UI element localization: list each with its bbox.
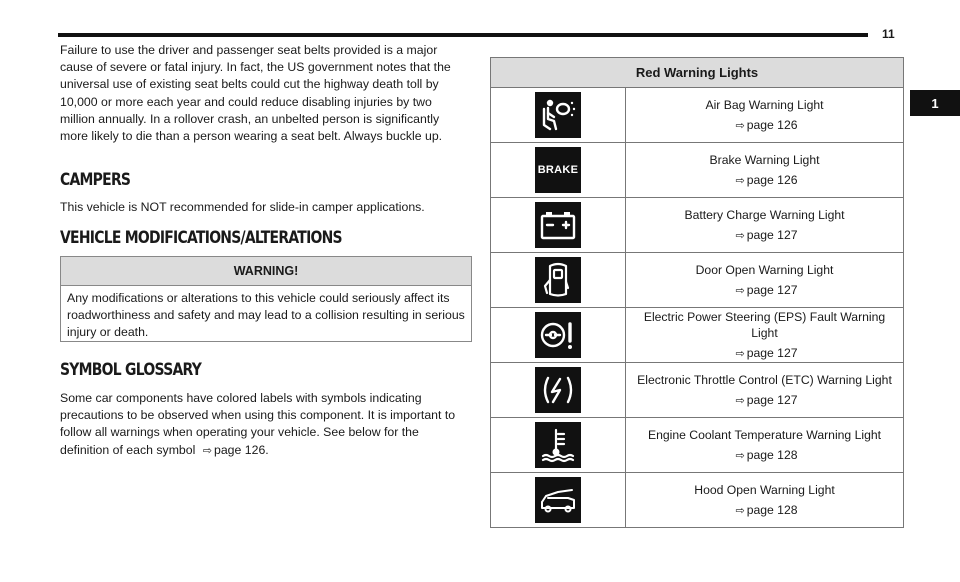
air-bag-icon [535, 92, 581, 138]
warning-light-label: Electronic Throttle Control (ETC) Warning Light [637, 372, 892, 387]
warning-light-label: Battery Charge Warning Light [684, 207, 845, 222]
arrow-right-icon: ⇨ [735, 347, 745, 360]
warning-title: WARNING! [61, 257, 471, 286]
warning-light-label: Hood Open Warning Light [694, 482, 835, 497]
warning-light-label: Electric Power Steering (EPS) Fault Warning Light [643, 309, 886, 340]
warning-light-label: Engine Coolant Temperature Warning Light [647, 427, 882, 442]
page-ref-link[interactable]: ⇨ page 128 [735, 502, 798, 517]
header-rule [58, 33, 868, 37]
glossary-paragraph [60, 390, 470, 460]
table-row [491, 88, 903, 143]
door-open-icon [535, 257, 581, 303]
table-row [491, 308, 903, 363]
table-row [491, 363, 903, 418]
warning-light-label: Brake Warning Light [709, 152, 820, 167]
seatbelt-paragraph: Failure to use the driver and passenger seat belts provided is a major cause of severe or fatal injury. In fact, the US government notes that the universal use of existing seat belts could cut the highway death toll by 10,000 or more each year and could reduce disabling injuries by two million annually. In a rollover crash, an unbelted person is significantly more likely to die than a person wearing a seat belt. Always buckle up. [60, 43, 451, 144]
table-row [491, 418, 903, 473]
glossary-page-link[interactable] [199, 443, 269, 457]
glossary-page-ref: page 126. [214, 442, 269, 457]
page-ref-link[interactable]: ⇨ page 126 [735, 117, 798, 132]
arrow-right-icon: ⇨ [735, 229, 745, 242]
arrow-right-icon: ⇨ [735, 174, 745, 187]
arrow-right-icon: ⇨ [202, 444, 212, 457]
table-row [491, 198, 903, 253]
battery-icon [535, 202, 581, 248]
symbol-glossary-heading: SYMBOL GLOSSARY [60, 360, 202, 380]
arrow-right-icon: ⇨ [735, 284, 745, 297]
table-row [491, 473, 903, 527]
coolant-temperature-icon [535, 422, 581, 468]
campers-text: This vehicle is NOT recommended for slide-in camper applications. [60, 200, 425, 214]
page-ref-link[interactable]: ⇨ page 127 [735, 392, 798, 407]
steering-fault-icon [535, 312, 581, 358]
arrow-right-icon: ⇨ [735, 119, 745, 132]
table-title: Red Warning Lights [491, 58, 903, 88]
page-ref-link[interactable]: ⇨ page 128 [735, 447, 798, 462]
warning-box [60, 256, 472, 342]
hood-open-icon [535, 477, 581, 523]
page-ref-link[interactable]: ⇨ page 127 [735, 282, 798, 297]
page-ref-link[interactable]: ⇨ page 127 [735, 345, 798, 360]
glossary-text: Some car components have colored labels with symbols indicating precautions to be observed when using this component. It is important to follow all warnings when operating your vehicle. See below for the definition of each symbol [60, 391, 456, 457]
modifications-heading: VEHICLE MODIFICATIONS/ALTERATIONS [60, 228, 342, 248]
page-number: 11 [882, 27, 895, 41]
warning-light-label: Door Open Warning Light [695, 262, 834, 277]
red-warning-lights-table [490, 57, 904, 528]
arrow-right-icon: ⇨ [735, 504, 745, 517]
left-column [60, 42, 470, 457]
arrow-right-icon: ⇨ [735, 394, 745, 407]
campers-heading: CAMPERS [60, 170, 131, 190]
table-row [491, 253, 903, 308]
arrow-right-icon: ⇨ [735, 449, 745, 462]
chapter-tab[interactable]: 1 [910, 90, 960, 116]
table-row [491, 143, 903, 198]
throttle-control-icon [535, 367, 581, 413]
page-ref-link[interactable]: ⇨ page 127 [735, 227, 798, 242]
page-ref-link[interactable]: ⇨ page 126 [735, 172, 798, 187]
warning-body: Any modifications or alterations to this vehicle could seriously affect its roadworthiness and safety and may lead to a collision resulting in serious injury or death. [67, 291, 465, 339]
brake-icon: BRAKE [535, 147, 581, 193]
warning-light-label: Air Bag Warning Light [705, 97, 824, 112]
